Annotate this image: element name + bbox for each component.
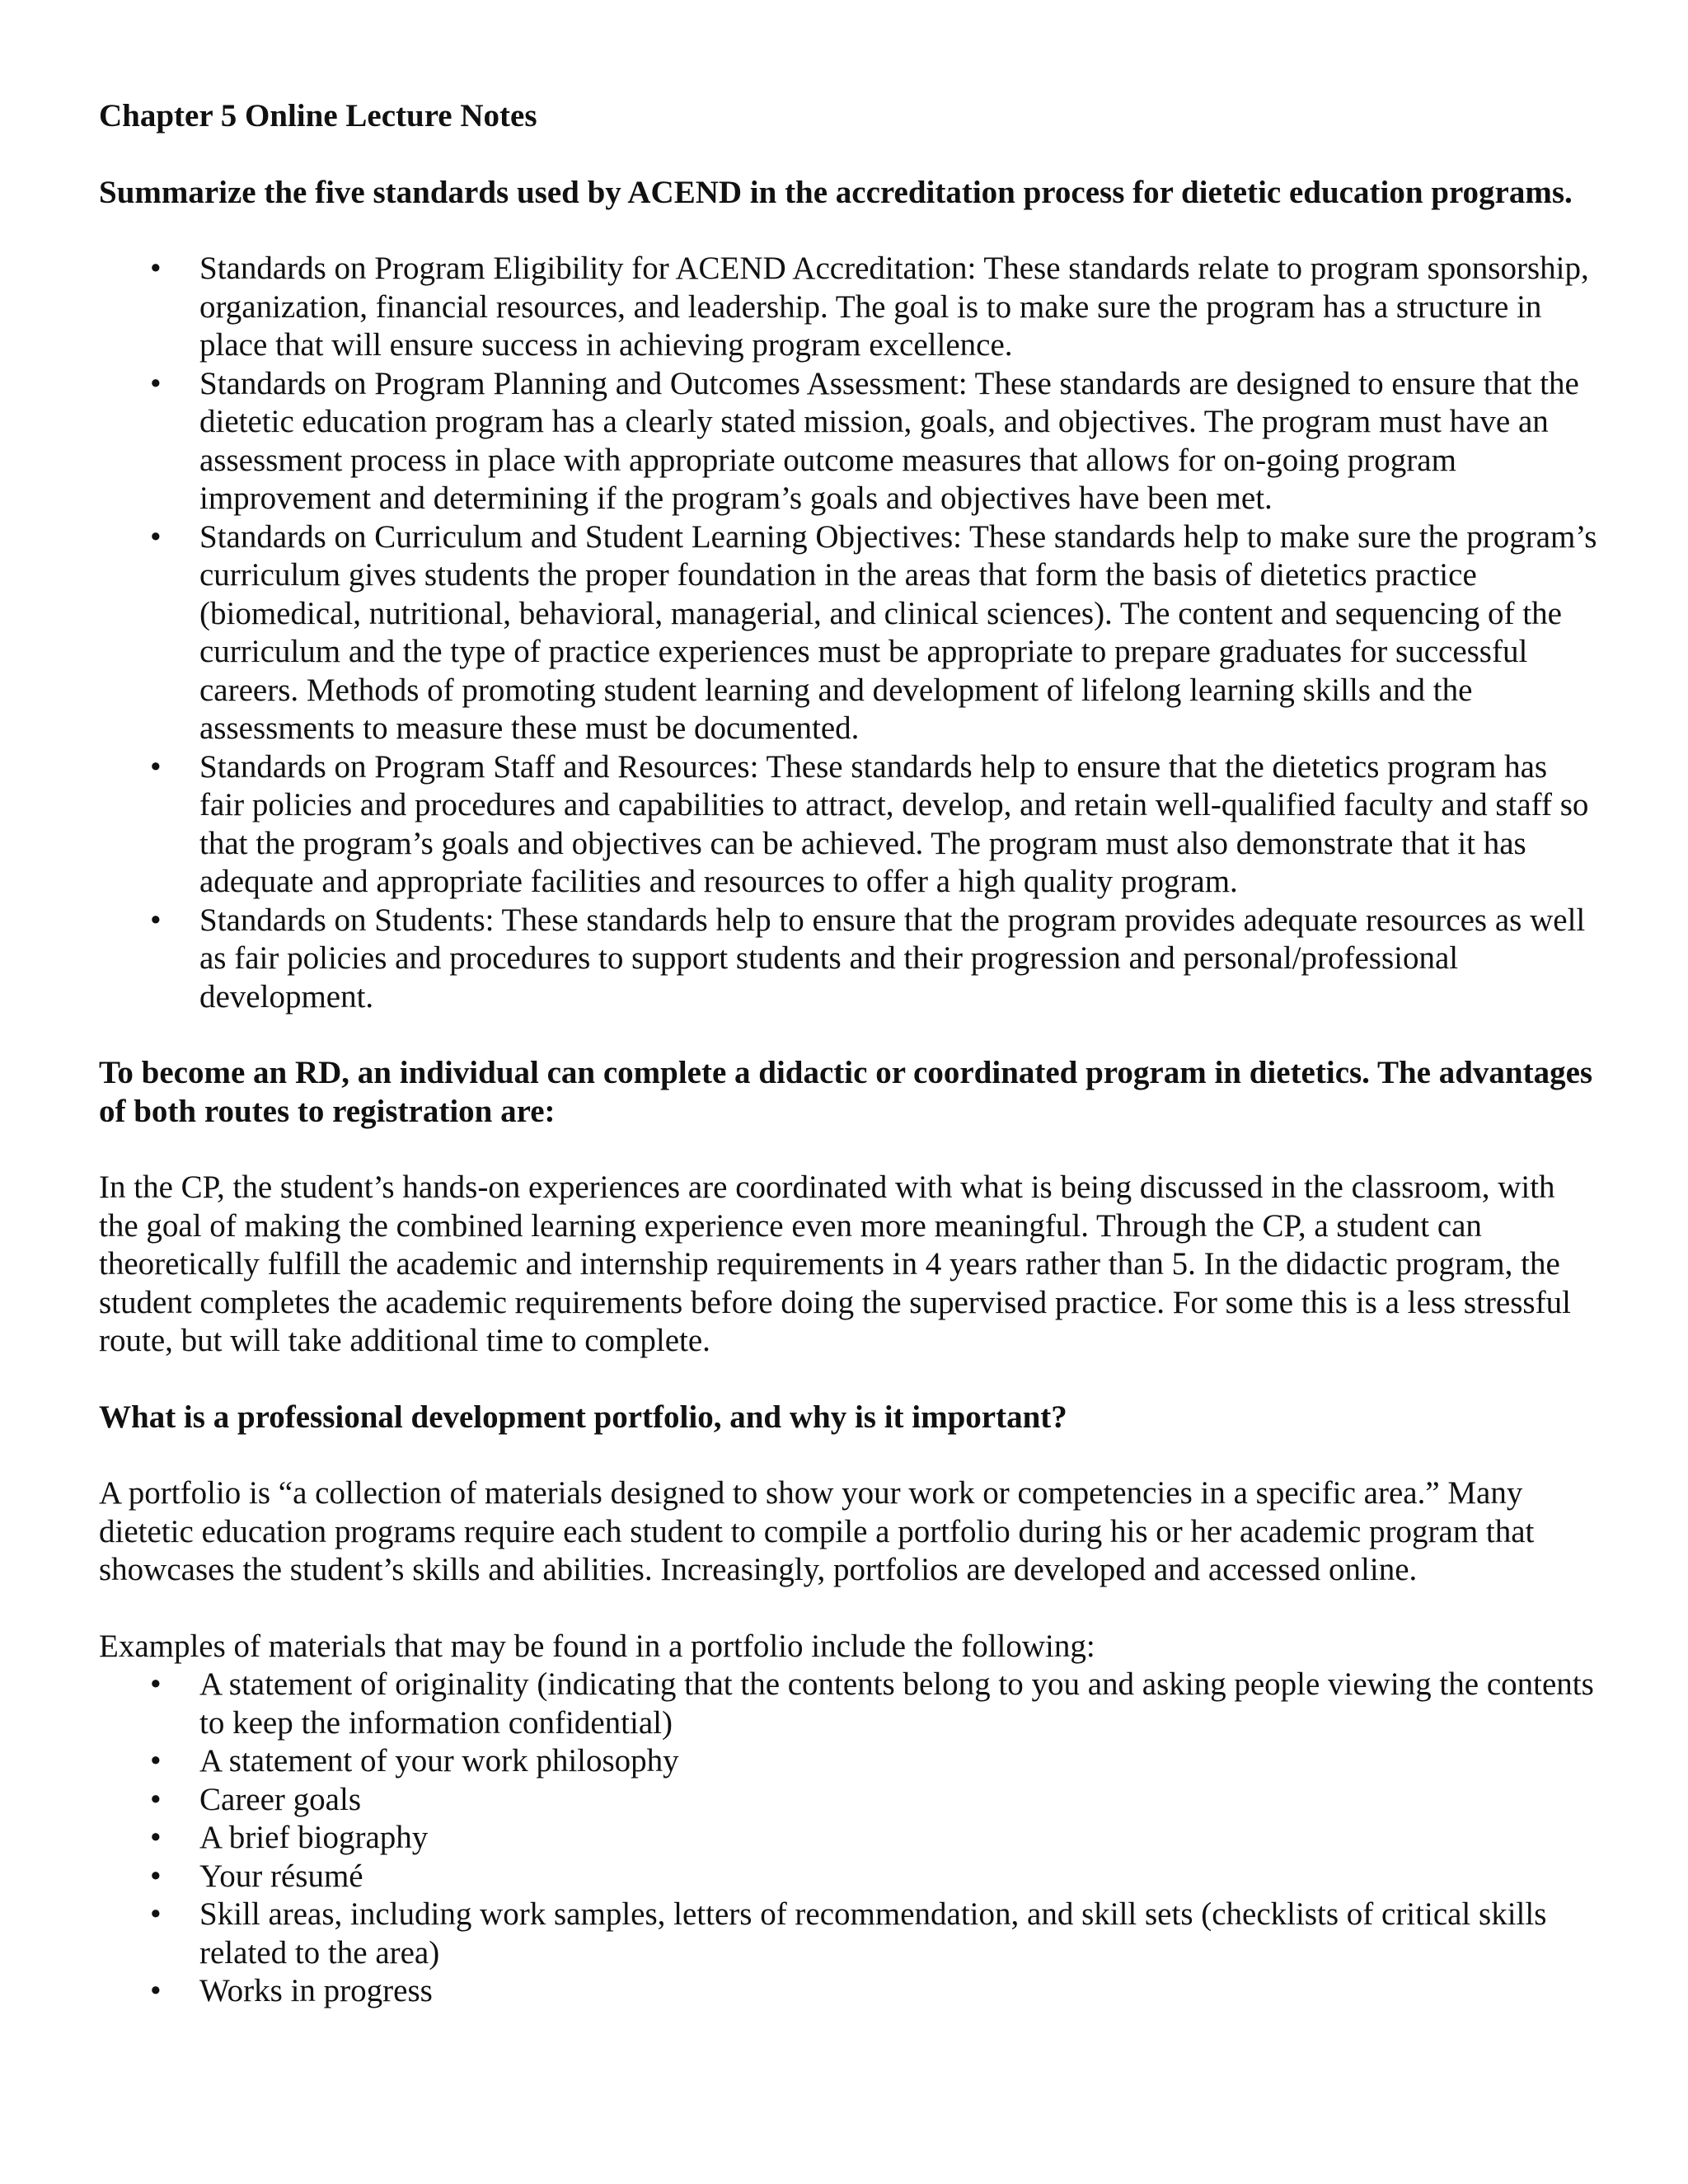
- list-item: [99, 748, 1599, 902]
- portfolio-materials-list: [99, 1666, 1599, 2011]
- portfolio-list-intro: Examples of materials that may be found in a portfolio include the following:: [99, 1628, 1095, 1664]
- bullet-icon: •: [150, 518, 162, 555]
- bullet-icon: •: [150, 1896, 162, 1932]
- list-item-text: Standards on Program Staff and Resources: These standards help to ensure that the dietetics program has fair policies and procedures and capabilities to attract, develop, and retain well-qualified faculty and staff so that the program’s goals and objectives can be achieved. The program must also demonstrate that it has adequate and appropriate facilities and resources to offer a high quality program.: [199, 748, 1589, 899]
- bullet-icon: •: [150, 902, 162, 938]
- list-item-text: Standards on Program Eligibility for ACEND Accreditation: These standards relate to program sponsorship, organization, financial resources, and leadership. The goal is to make sure the program has a structure in place that will ensure success in achieving program excellence.: [199, 251, 1589, 363]
- document-page: [99, 97, 1599, 2011]
- bullet-icon: •: [150, 1858, 162, 1894]
- list-item: [99, 1781, 1599, 1820]
- list-item: [99, 518, 1599, 748]
- list-item-text: Works in progress: [199, 1973, 433, 2008]
- list-item-text: Standards on Curriculum and Student Learning Objectives: These standards help to make sure the program’s curriculum gives students the proper foundation in the areas that form the basis of dietetics practice (biomedical, nutritional, behavioral, managerial, and clinical sciences). The content and sequencing of the curriculum and the type of practice experiences must be appropriate to prepare graduates for successful careers. Methods of promoting student learning and development of lifelong learning skills and the assessments to measure these must be documented.: [199, 518, 1597, 746]
- bullet-icon: •: [150, 365, 162, 401]
- list-item-text: Career goals: [199, 1781, 361, 1817]
- list-item: [99, 902, 1599, 1017]
- section-heading-acend-standards: Summarize the five standards used by ACEND in the accreditation process for dietetic education programs.: [99, 174, 1573, 210]
- list-item: [99, 1858, 1599, 1896]
- page-title: Chapter 5 Online Lecture Notes: [99, 98, 537, 134]
- bullet-icon: •: [150, 1666, 162, 1702]
- section-heading-portfolio: What is a professional development portfolio, and why is it important?: [99, 1399, 1067, 1435]
- list-item: [99, 365, 1599, 518]
- bullet-icon: •: [150, 251, 162, 286]
- list-item-text: Standards on Students: These standards help to ensure that the program provides adequate resources as well as fair policies and procedures to support students and their progression and personal/professional development.: [199, 902, 1586, 1015]
- list-item-text: A brief biography: [199, 1820, 429, 1855]
- list-item: [99, 1666, 1599, 1742]
- list-item: [99, 250, 1599, 365]
- acend-standards-list: [99, 250, 1599, 1016]
- list-item: [99, 1896, 1599, 1972]
- bullet-icon: •: [150, 1820, 162, 1855]
- list-item: [99, 1972, 1599, 2011]
- list-item-text: A statement of your work philosophy: [199, 1743, 679, 1779]
- bullet-icon: •: [150, 1973, 162, 2008]
- bullet-icon: •: [150, 1781, 162, 1817]
- rd-routes-paragraph: In the CP, the student’s hands-on experiences are coordinated with what is being discussed in the classroom, with the goal of making the combined learning experience even more meaningful. Through the CP, a student can theoretically fulfill the academic and internship requirements in 4 years rather than 5. In the didactic program, the student completes the academic requirements before doing the supervised practice. For some this is a less stressful route, but will take additional time to complete.: [99, 1169, 1571, 1358]
- list-item-text: Skill areas, including work samples, letters of recommendation, and skill sets (checklists of critical skills related to the area): [199, 1896, 1547, 1971]
- bullet-icon: •: [150, 748, 162, 785]
- list-item-text: Standards on Program Planning and Outcomes Assessment: These standards are designed to ensure that the dietetic education program has a clearly stated mission, goals, and objectives. The program must have an assessment process in place with appropriate outcome measures that allows for on-going program improvement and determining if the program’s goals and objectives have been met.: [199, 365, 1579, 516]
- portfolio-paragraph: A portfolio is “a collection of materials designed to show your work or competencies in a specific area.” Many dietetic education programs require each student to compile a portfolio during his or her academic program that showcases the student’s skills and abilities. Increasingly, portfolios are developed and accessed online.: [99, 1475, 1535, 1587]
- list-item-text: A statement of originality (indicating that the contents belong to you and asking people viewing the contents to keep the information confidential): [199, 1666, 1594, 1741]
- list-item: [99, 1819, 1599, 1858]
- list-item: [99, 1742, 1599, 1781]
- section-heading-rd-routes: To become an RD, an individual can complete a didactic or coordinated program in dietetics. The advantages of both routes to registration are:: [99, 1055, 1593, 1129]
- bullet-icon: •: [150, 1743, 162, 1779]
- list-item-text: Your résumé: [199, 1858, 363, 1894]
